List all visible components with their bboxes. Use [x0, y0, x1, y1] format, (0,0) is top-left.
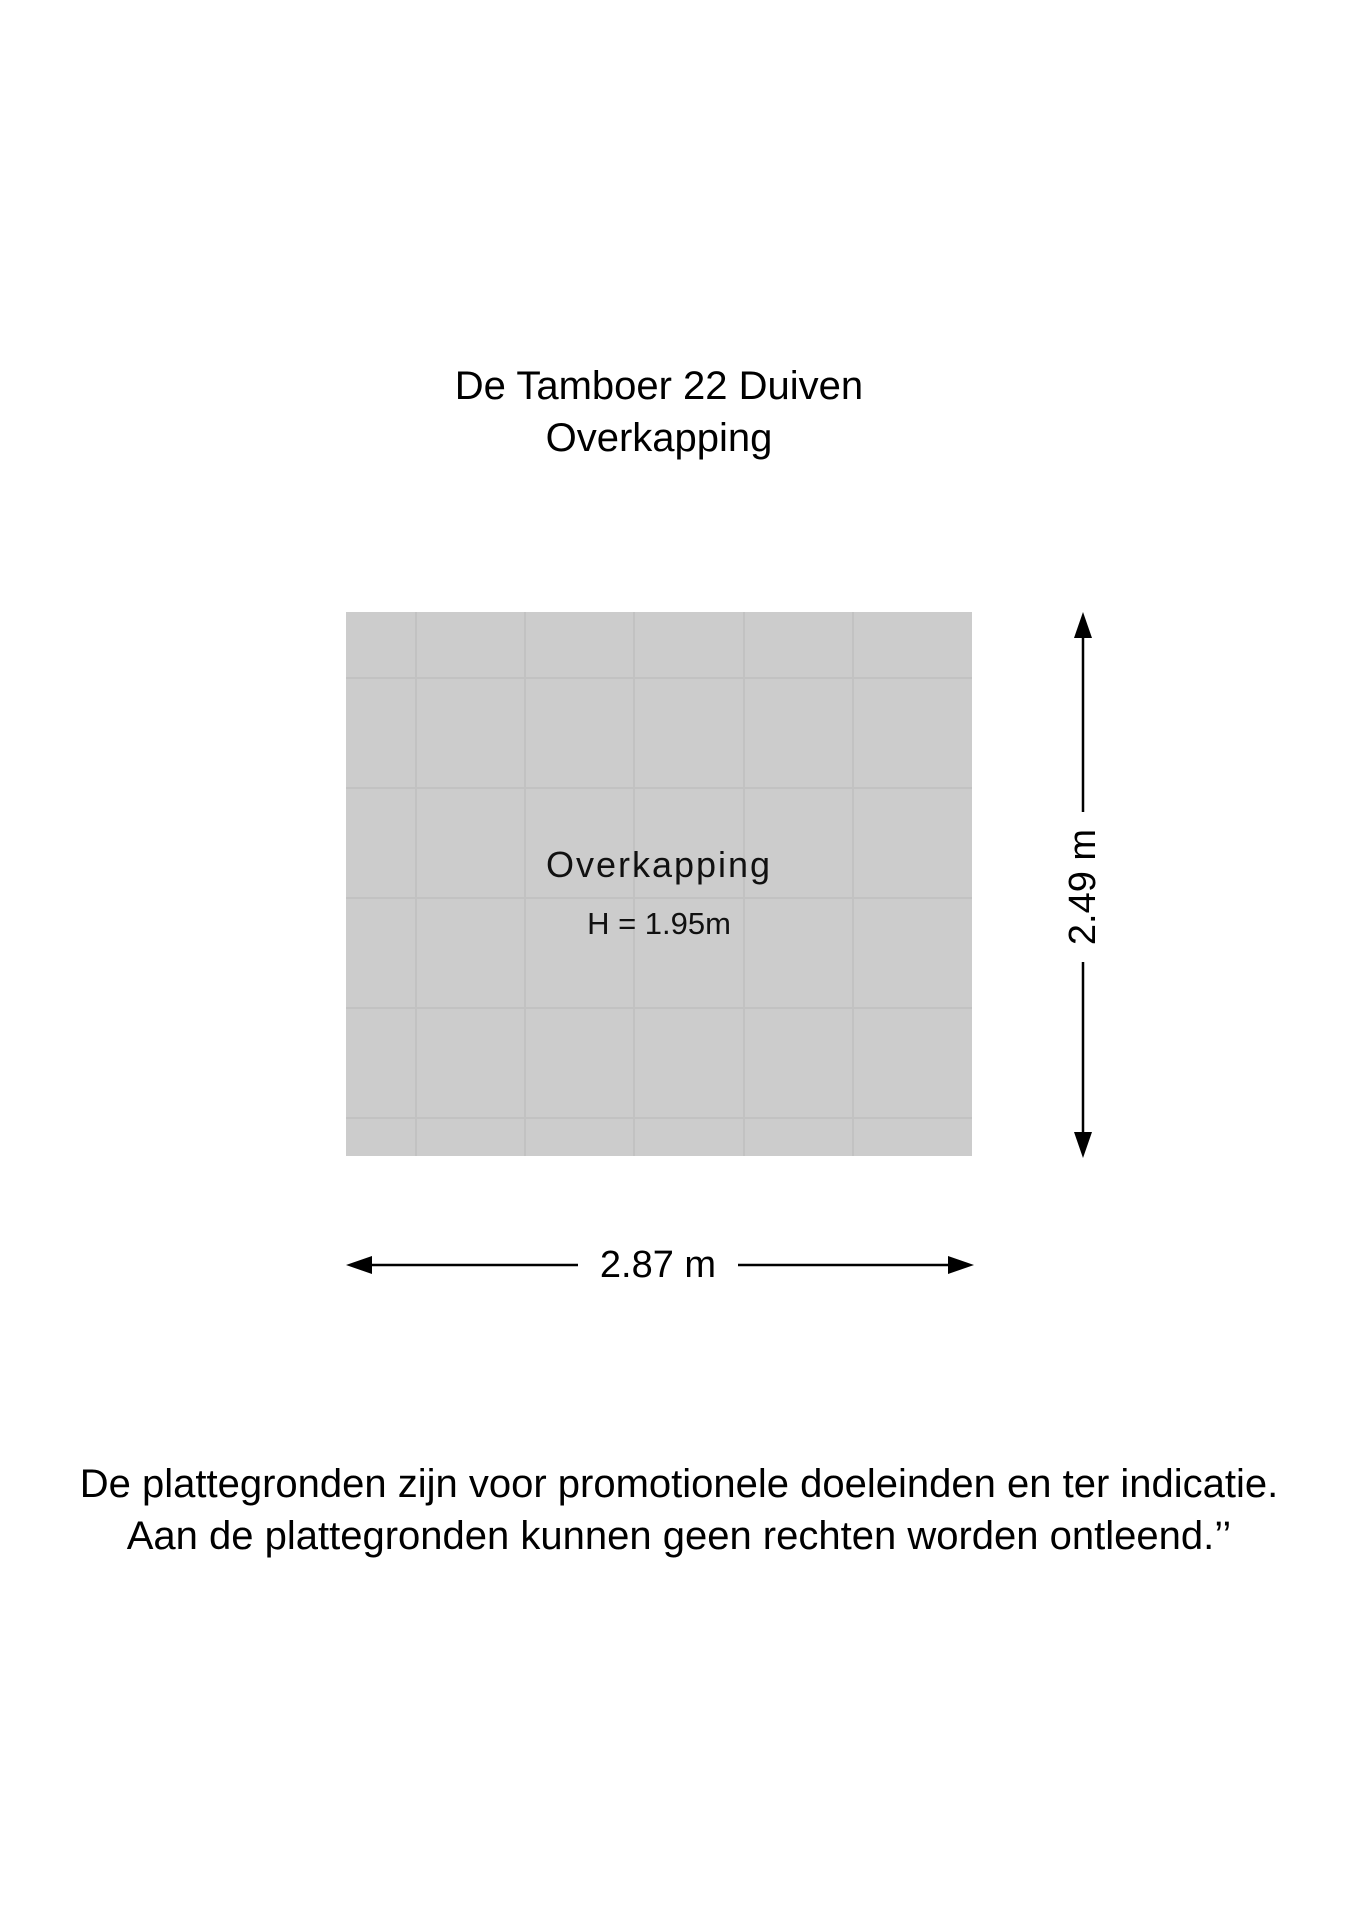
room-height-label: H = 1.95m: [587, 906, 731, 941]
room-overkapping: [346, 612, 972, 1156]
width-dimension-label: 2.87 m: [578, 1243, 738, 1287]
arrow-right-icon: [948, 1256, 974, 1274]
arrow-up-icon: [1074, 612, 1092, 638]
floorplan-title: [329, 360, 989, 464]
disclaimer-line-1: De plattegronden zijn voor promotionele doeleinden en ter indicatie.: [79, 1462, 1279, 1506]
disclaimer-text: [0, 1458, 1358, 1562]
depth-dimension-label: 2.49 m: [1059, 812, 1107, 962]
address-title: De Tamboer 22 Duiven: [454, 364, 864, 408]
arrow-left-icon: [346, 1256, 372, 1274]
disclaimer-line-2: Aan de plattegronden kunnen geen rechten worden ontleend.’’: [126, 1514, 1232, 1558]
room-label: Overkapping: [545, 844, 773, 885]
floor-name: Overkapping: [545, 416, 773, 460]
arrow-down-icon: [1074, 1132, 1092, 1158]
